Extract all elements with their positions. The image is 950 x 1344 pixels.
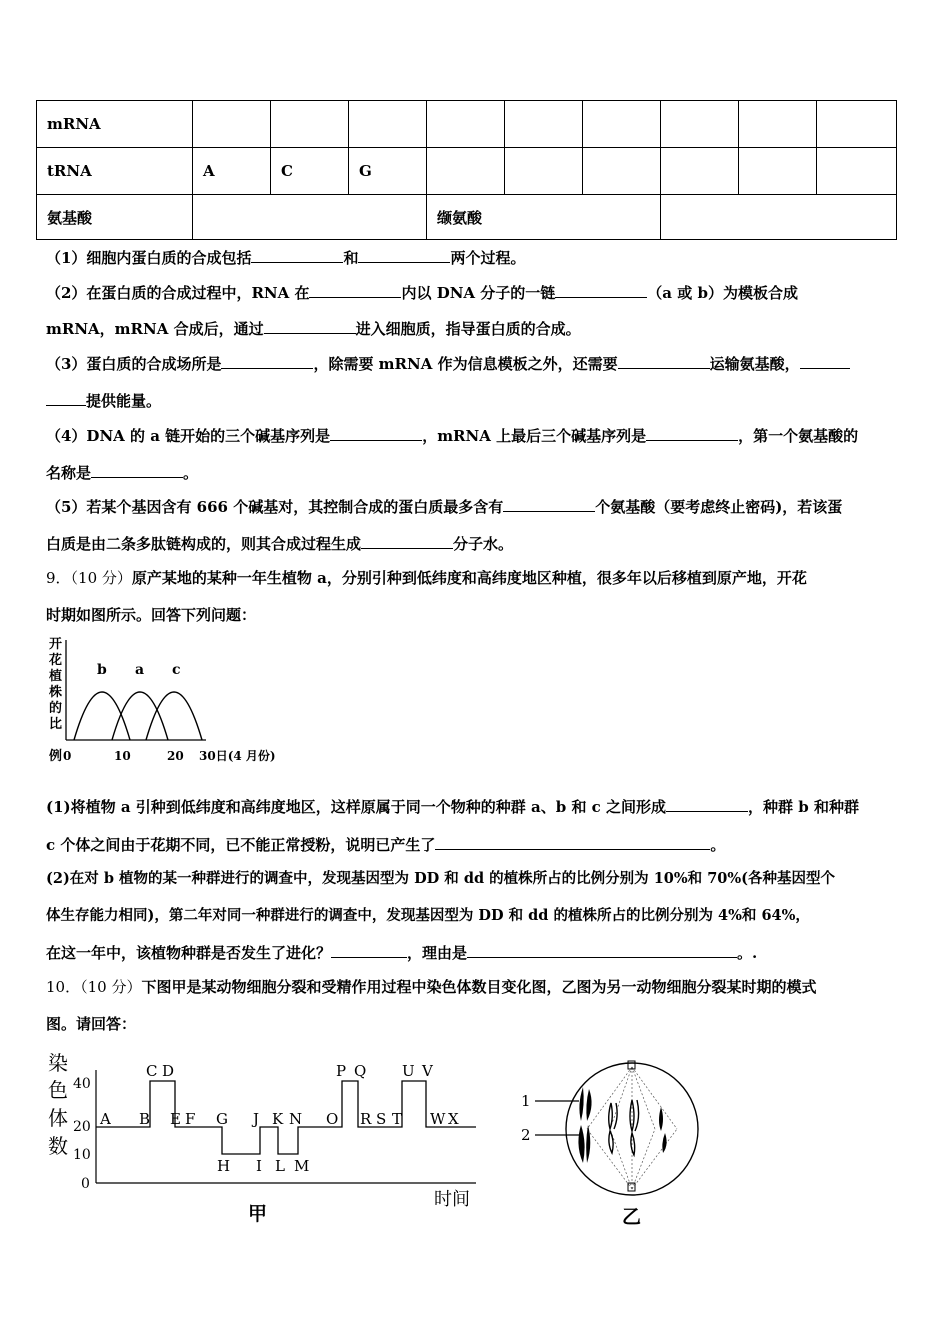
q10-stem-cont: 图。请回答： [46, 1015, 137, 1033]
point-label: G [216, 1110, 228, 1128]
fig10-ylabel-char: 数 [48, 1134, 68, 1158]
fig10-ylabel-char: 体 [48, 1106, 68, 1130]
point-label: D [162, 1062, 175, 1080]
table-cell: 缬氨酸 [427, 195, 661, 240]
fig10-yticks [73, 1076, 91, 1192]
point-label: J [253, 1110, 260, 1128]
point-label: L [275, 1157, 285, 1175]
point-label: E [170, 1110, 181, 1128]
fig9-ylabel-char: 植 [49, 669, 63, 684]
row-label: 氨基酸 [37, 195, 193, 240]
point-label: B [139, 1110, 151, 1128]
point-label: M [294, 1157, 310, 1175]
chromosome-line [96, 1081, 476, 1154]
q9-sub1-cont: c 个体之间由于花期不同，已不能正常授粉，说明已产生了 。 [46, 836, 726, 854]
q8-part4: （4）DNA 的 a 链开始的三个碱基序列是 ，mRNA 上最后三个碱基序列是 ，第一个氨基酸的 [46, 427, 859, 445]
point-label: W [430, 1110, 446, 1128]
point-label: S [376, 1110, 387, 1128]
fig9-xtick: 0 [63, 749, 72, 763]
curve-label-b: b [97, 662, 107, 678]
fig10-caption-b: 乙 [622, 1206, 642, 1228]
table-cell: G [349, 148, 427, 195]
fig10-xlabel: 时间 [434, 1189, 470, 1210]
fig10-ytick: 10 [73, 1147, 91, 1163]
q8-part5-cont: 白质是由二条多肽链构成的，则其合成过程生成 分子水。 [46, 535, 514, 553]
table-cell: C [271, 148, 349, 195]
q8-part1: （1）细胞内蛋白质的合成包括 和 两个过程。 [46, 249, 526, 267]
pointer-label-2: 2 [521, 1126, 531, 1144]
point-label: U [402, 1062, 415, 1080]
q10-stem: 10．（10 分）下图甲是某动物细胞分裂和受精作用过程中染色体数目变化图，乙图为另一动物细胞分裂某时期的模式 [46, 978, 817, 996]
point-label: I [256, 1157, 262, 1175]
q8-part5: （5）若某个基因含有 666 个碱基对，其控制合成的蛋白质最多含有 个氨基酸（要考虑终止密码)，若该蛋 [46, 498, 843, 516]
point-label: R [360, 1110, 372, 1128]
fig9-xticks [63, 748, 276, 763]
q8-part3-cont: 提供能量。 [46, 390, 912, 411]
fig9-xtick: 20 [167, 749, 184, 763]
fig9-ylabel-char: 的 [49, 701, 63, 716]
point-label: O [326, 1110, 339, 1128]
fig9-ylabel-char: 例 [49, 749, 63, 764]
point-label: V [422, 1062, 433, 1080]
q9-stem: 9．（10 分）原产某地的某种一年生植物 a，分别引种到低纬度和高纬度地区种植，很多年以后移植到原产地，开花 [46, 569, 807, 587]
point-label: Q [354, 1062, 367, 1080]
table-row-trna [37, 148, 897, 195]
curve-a [112, 692, 168, 740]
q9-sub2-cont: 体生存能力相同)，第二年对同一种群进行的调查中，发现基因型为 DD 和 dd 的植株所占的比例分别为 4%和 64%， [46, 907, 810, 924]
point-label: H [217, 1157, 231, 1175]
fig10-ylabel [48, 1051, 68, 1158]
point-label: X [448, 1110, 459, 1128]
cell-division-diagram [515, 1045, 715, 1235]
curve-c [146, 692, 202, 740]
fig10-ytick: 40 [73, 1076, 91, 1092]
fig9-xtick: 30日(4 月份) [199, 749, 276, 763]
fig9-ylabel [48, 636, 62, 764]
q8-part3: （3）蛋白质的合成场所是 ，除需要 mRNA 作为信息模板之外，还需要 运输氨基酸， [46, 353, 912, 374]
q8-part2: （2）在蛋白质的合成过程中，RNA 在 内以 DNA 分子的一链 （a 或 b）为模板合成 [46, 284, 798, 302]
flowering-time-chart [46, 632, 286, 772]
fig10-ytick: 0 [81, 1176, 90, 1192]
chromosome-number-chart [46, 1050, 486, 1230]
fig9-xtick: 10 [114, 749, 131, 763]
fig9-ylabel-char: 株 [49, 685, 63, 700]
fig9-ylabel-char: 开 [49, 637, 63, 652]
point-label: P [336, 1062, 347, 1080]
point-label: C [146, 1062, 158, 1080]
q8-part2-cont: mRNA，mRNA 合成后，通过 进入细胞质，指导蛋白质的合成。 [46, 320, 581, 338]
fig9-ylabel-char: 花 [49, 653, 63, 668]
fig9-ylabel-char: 比 [49, 717, 63, 732]
spindle-fibers [587, 1067, 677, 1189]
table-cell: A [193, 148, 271, 195]
row-label: tRNA [37, 148, 193, 195]
point-label: A [100, 1110, 111, 1128]
pointer-label-1: 1 [521, 1092, 531, 1110]
point-label: F [185, 1110, 196, 1128]
table-row-amino-acid [37, 195, 897, 240]
q9-sub2-question: 在这一年中，该植物种群是否发生了进化？ ，理由是 。. [46, 944, 758, 962]
fig10-point-labels [99, 1062, 459, 1175]
point-label: N [289, 1110, 303, 1128]
codon-table [36, 100, 897, 240]
fig10-caption-a: 甲 [248, 1203, 268, 1225]
q9-sub2: (2)在对 b 植物的某一种群进行的调查中，发现基因型为 DD 和 dd 的植株所占的比例分别为 10%和 70%(各种基因型个 [46, 870, 836, 887]
fig10-ylabel-char: 染 [48, 1051, 68, 1075]
point-label: T [392, 1110, 403, 1128]
q9-stem-cont: 时期如图所示。回答下列问题： [46, 606, 257, 624]
fig10-ylabel-char: 色 [48, 1078, 68, 1102]
q9-sub1: (1)将植物 a 引种到低纬度和高纬度地区，这样原属于同一个物种的种群 a、b 和 c 之间形成 ，种群 b 和种群 [46, 798, 859, 816]
curve-label-a: a [135, 662, 145, 678]
curve-label-c: c [172, 662, 181, 678]
curve-b [74, 692, 130, 740]
table-row-mrna [37, 101, 897, 148]
q8-part4-cont: 名称是 。 [46, 464, 199, 482]
point-label: K [272, 1110, 284, 1128]
row-label: mRNA [37, 101, 193, 148]
fig10-ytick: 20 [73, 1119, 91, 1135]
